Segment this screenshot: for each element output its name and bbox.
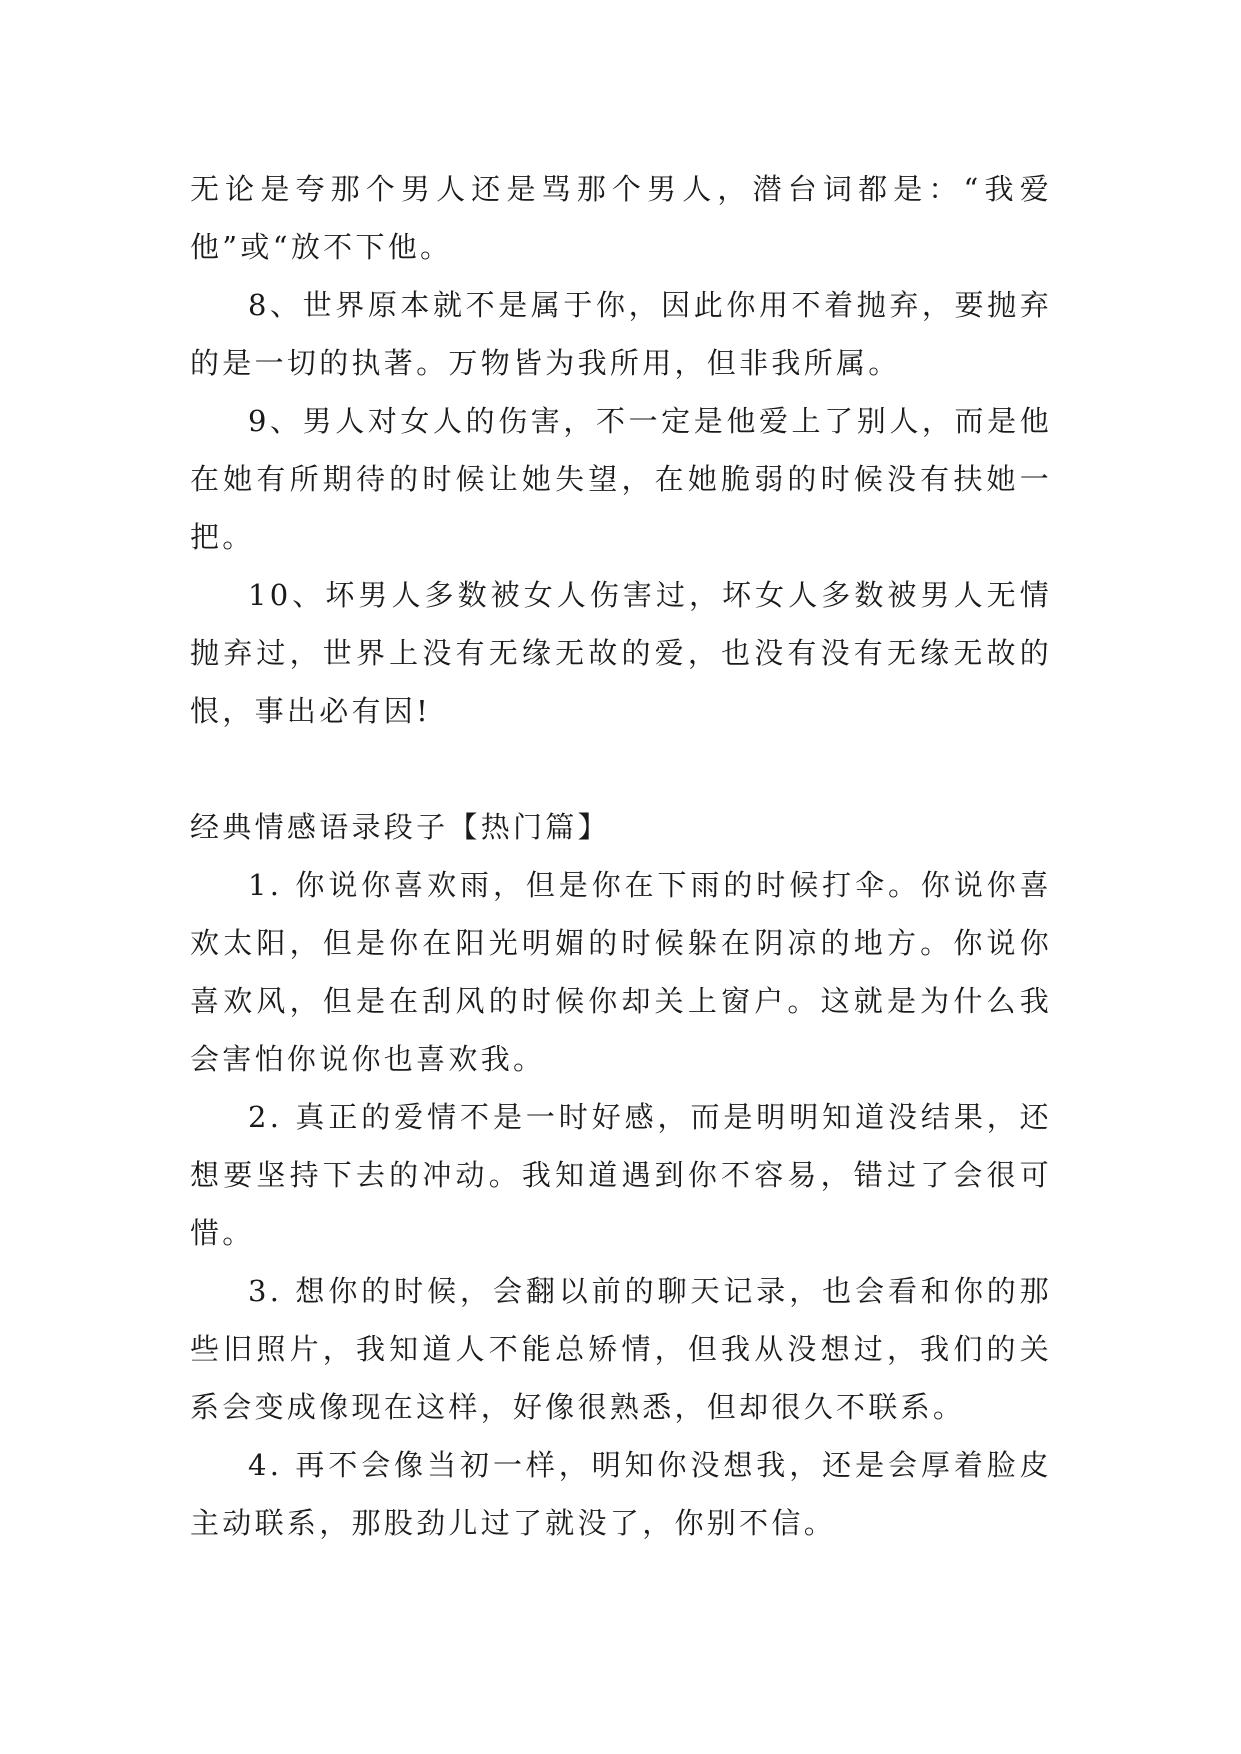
quote-item-10: 10、坏男人多数被女人伤害过，坏女人多数被男人无情抛弃过，世界上没有无缘无故的爱，也没有没有无缘无故的恨，事出必有因! — [190, 578, 1052, 728]
hot-quote-item-2: 2. 真正的爱情不是一时好感，而是明明知道没结果，还想要坚持下去的冲动。我知道遇到你不容易，错过了会很可惜。 — [190, 1100, 1052, 1250]
document-body — [190, 160, 1052, 1552]
intro-paragraph: 无论是夸那个男人还是骂那个男人，潜台词都是：“我爱他”或“放不下他。 — [190, 172, 1052, 264]
hot-quote-item-4: 4. 再不会像当初一样，明知你没想我，还是会厚着脸皮主动联系，那股劲儿过了就没了，你别不信。 — [190, 1448, 1052, 1540]
hot-quote-item-3: 3. 想你的时候，会翻以前的聊天记录，也会看和你的那些旧照片，我知道人不能总矫情，但我从没想过，我们的关系会变成像现在这样，好像很熟悉，但却很久不联系。 — [190, 1274, 1052, 1424]
hot-quote-item-1: 1. 你说你喜欢雨，但是你在下雨的时候打伞。你说你喜欢太阳，但是你在阳光明媚的时候躲在阴凉的地方。你说你喜欢风，但是在刮风的时候你却关上窗户。这就是为什么我会害怕你说你也喜欢我。 — [190, 868, 1052, 1076]
quote-item-8: 8、世界原本就不是属于你，因此你用不着抛弃，要抛弃的是一切的执著。万物皆为我所用，但非我所属。 — [190, 288, 1052, 380]
section-heading: 经典情感语录段子【热门篇】 — [190, 810, 610, 844]
quote-item-9: 9、男人对女人的伤害，不一定是他爱上了别人，而是他在她有所期待的时候让她失望，在她脆弱的时候没有扶她一把。 — [190, 404, 1052, 554]
